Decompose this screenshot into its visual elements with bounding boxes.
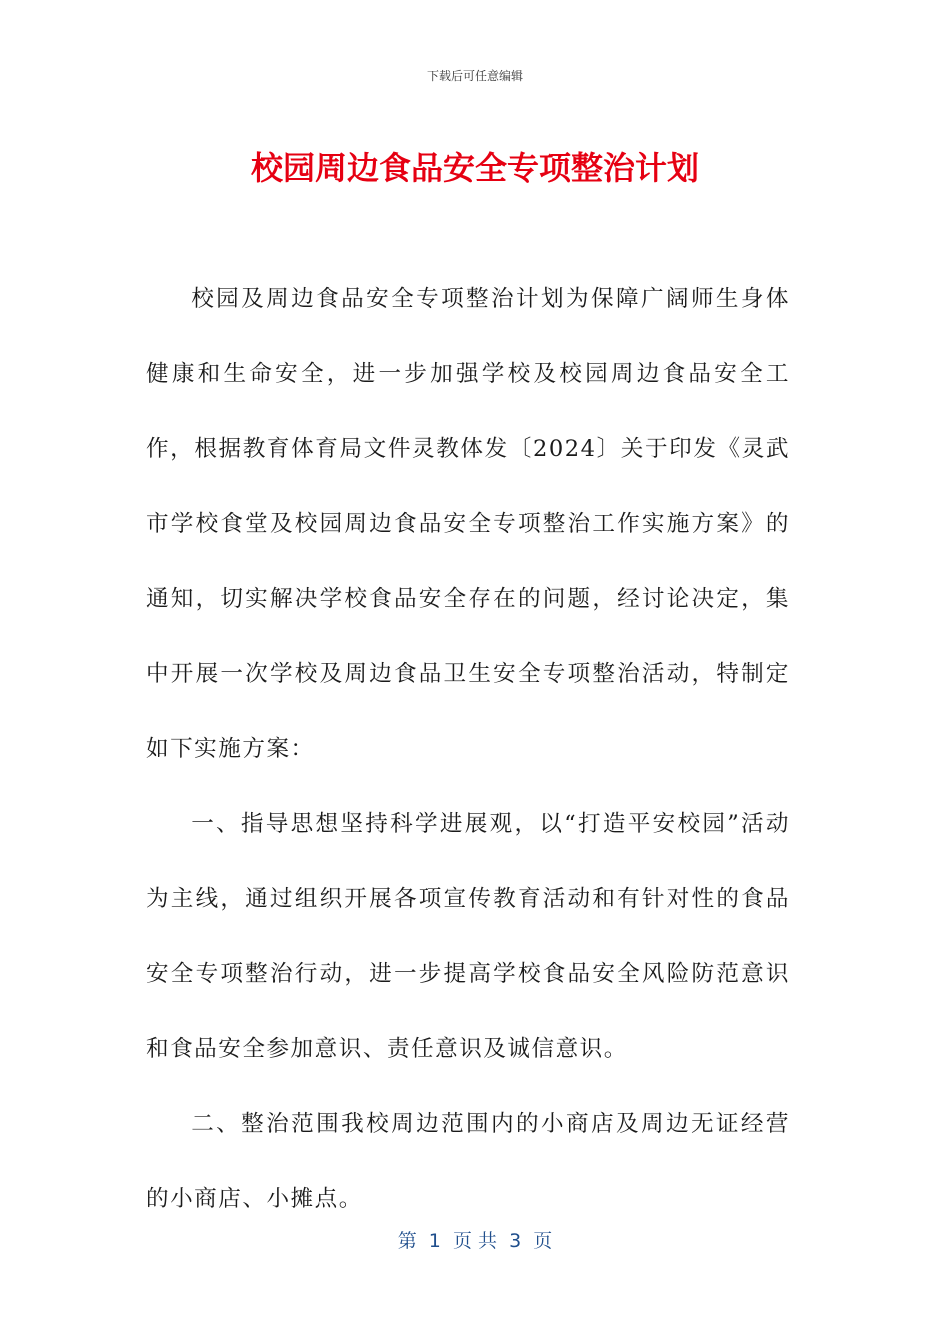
header-note: 下载后可任意编辑	[426, 69, 523, 83]
paragraph-guiding-thought: 一、指导思想坚持科学进展观，以“打造平安校园”活动为主线，通过组织开展各项宣传教育活动和有针对性的食品安全专项整治行动，进一步提高学校食品安全风险防范意识和食品安全参加意识、责任意识及诚信意识。	[146, 811, 790, 1062]
page-number-footer: 第 1 页 共 3 页	[397, 1230, 553, 1252]
paragraph-scope: 二、整治范围我校周边范围内的小商店及周边无证经营的小商店、小摊点。	[146, 1111, 790, 1212]
document-title: 校园周边食品安全专项整治计划	[250, 149, 699, 187]
paragraph-intro: 校园及周边食品安全专项整治计划为保障广阔师生身体健康和生命安全，进一步加强学校及校园周边食品安全工作，根据教育体育局文件灵教体发〔2024〕关于印发《灵武市学校食堂及校园周边食品安全专项整治工作实施方案》的通知，切实解决学校食品安全存在的问题，经讨论决定，集中开展一次学校及周边食品卫生安全专项整治活动，特制定如下实施方案：	[146, 286, 790, 762]
document-body	[146, 262, 790, 1237]
